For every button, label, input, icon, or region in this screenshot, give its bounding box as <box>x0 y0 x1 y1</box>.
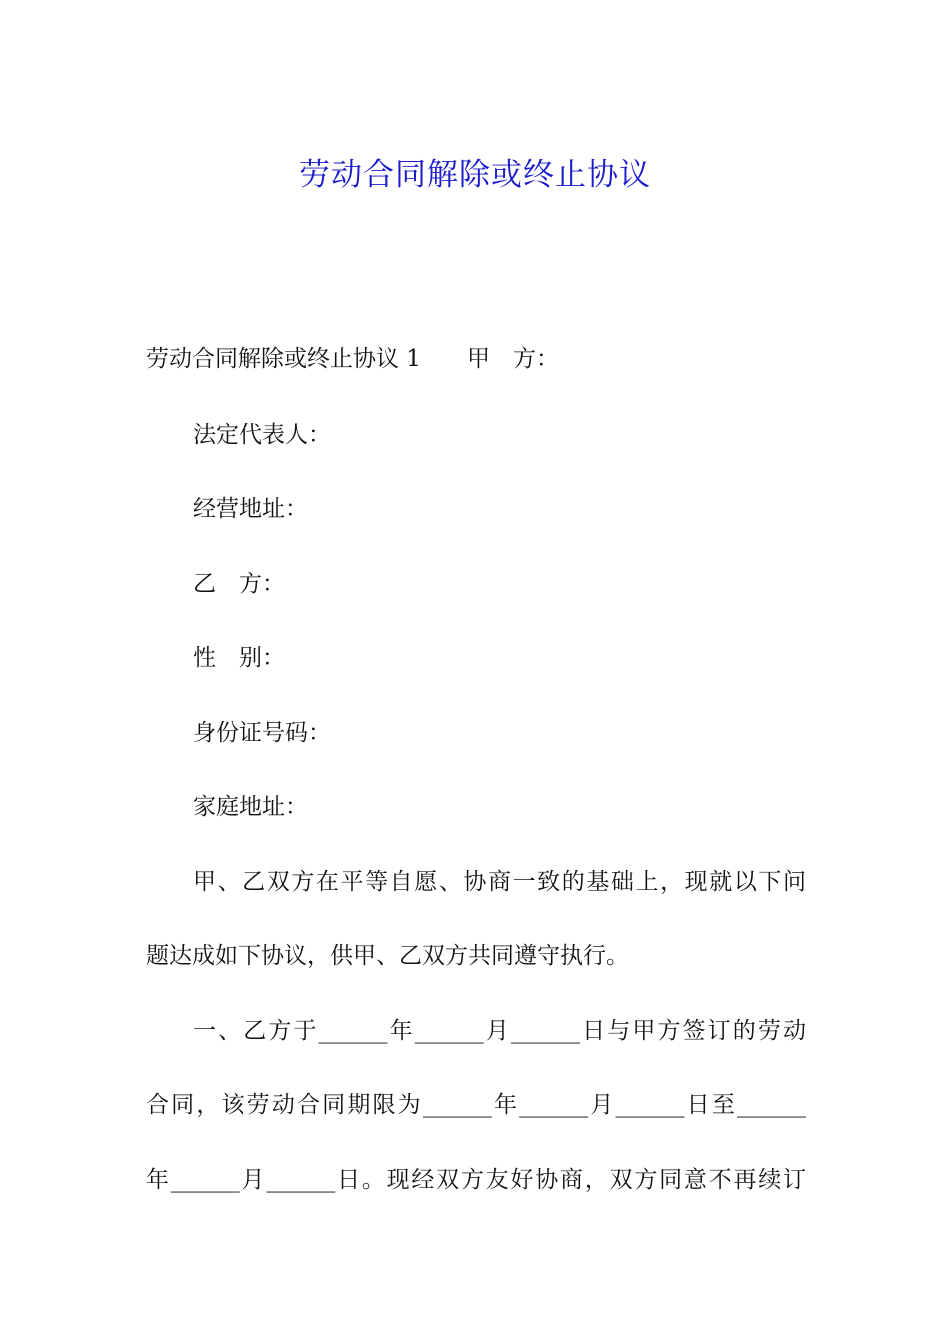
clause-one-line-2: 合同，该劳动合同期限为______年______月______日至______ <box>146 1092 806 1118</box>
paragraph-intro-line-2: 题达成如下协议，供甲、乙双方共同遵守执行。 <box>146 943 629 969</box>
home-address-label: 家庭地址： <box>193 794 308 820</box>
party-a-heading: 劳动合同解除或终止协议 1 甲 方： <box>146 346 559 372</box>
clause-one-line-3: 年______月______日。现经双方友好协商，双方同意不再续订 <box>146 1167 806 1193</box>
document-title: 劳动合同解除或终止协议 <box>299 156 651 193</box>
gender-label: 性 别： <box>193 645 285 671</box>
clause-one-line-1: 一、乙方于______年______月______日与甲方签订的劳动 <box>193 1018 806 1044</box>
party-b-label: 乙 方： <box>193 571 285 597</box>
paragraph-intro-line-1: 甲、乙双方在平等自愿、协商一致的基础上，现就以下问 <box>193 869 806 895</box>
id-number-label: 身份证号码： <box>193 720 331 746</box>
legal-representative-label: 法定代表人： <box>193 422 331 448</box>
business-address-label: 经营地址： <box>193 496 308 522</box>
